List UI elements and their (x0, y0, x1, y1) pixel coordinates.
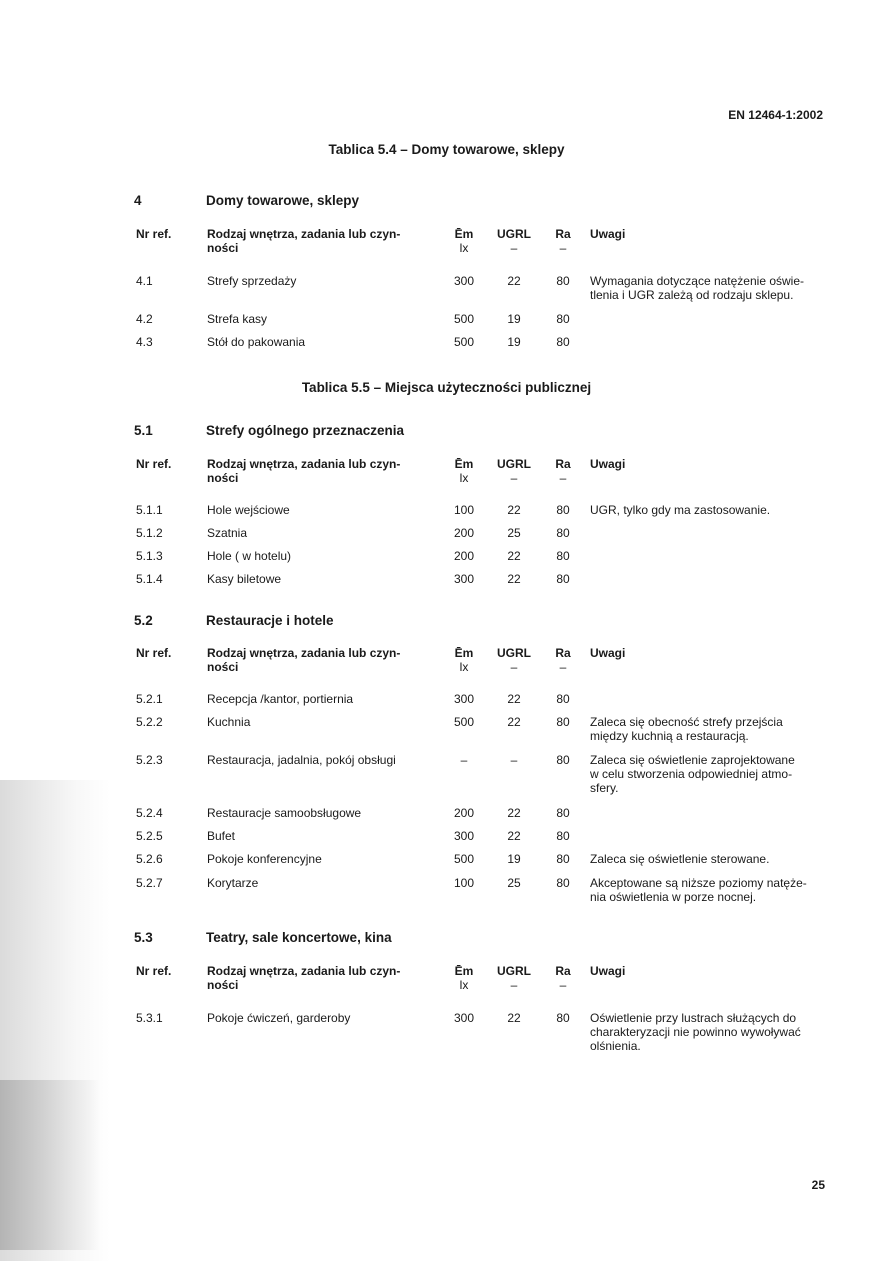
row-ugr: 22 (507, 572, 521, 586)
section-title: Strefy ogólnego przeznaczenia (206, 423, 405, 438)
header-ref: Nr ref. (136, 964, 172, 978)
header-ra-label: Ra (555, 646, 571, 660)
row-name: Pokoje ćwiczeń, garderoby (207, 1011, 351, 1025)
header-em (446, 964, 482, 992)
header-em (446, 646, 482, 674)
row-name: Bufet (207, 829, 236, 843)
row-em: 200 (453, 806, 475, 820)
header-name: Rodzaj wnętrza, zadania lub czyn- ności (207, 457, 401, 485)
row-ra: 80 (556, 753, 570, 767)
header-ugr-label: UGRL (497, 646, 531, 660)
row-em: – (460, 753, 468, 767)
header-name: Rodzaj wnętrza, zadania lub czyn- ności (207, 227, 401, 255)
row-ref: 5.2.2 (136, 715, 163, 729)
header-em-unit: lx (459, 978, 469, 992)
row-ugr: 19 (507, 852, 521, 866)
row-ra: 80 (556, 549, 570, 563)
section-number: 5.3 (134, 930, 153, 945)
header-ra-unit: – (559, 471, 567, 485)
header-ref: Nr ref. (136, 227, 172, 241)
row-ra: 80 (556, 274, 570, 288)
row-ref: 5.2.1 (136, 692, 163, 706)
row-ref: 5.1.3 (136, 549, 163, 563)
scan-shadow-dark (0, 1080, 100, 1250)
header-em-label: Ēm (454, 646, 474, 660)
row-em: 300 (453, 274, 475, 288)
header-ra (549, 227, 577, 255)
row-em: 300 (453, 692, 475, 706)
row-ugr: 22 (507, 806, 521, 820)
header-ra-label: Ra (555, 964, 571, 978)
row-ref: 5.1.4 (136, 572, 163, 586)
row-em: 100 (453, 876, 475, 890)
document-id: EN 12464-1:2002 (728, 108, 823, 122)
header-ugr (494, 964, 534, 992)
row-name: Hole wejściowe (207, 503, 290, 517)
row-em: 500 (453, 715, 475, 729)
header-ugr (494, 457, 534, 485)
section-number: 5.2 (134, 613, 153, 628)
row-name: Kuchnia (207, 715, 251, 729)
row-ugr: 22 (507, 692, 521, 706)
row-ra: 80 (556, 876, 570, 890)
row-name: Restauracje samoobsługowe (207, 806, 362, 820)
section-title: Domy towarowe, sklepy (206, 193, 360, 208)
row-ref: 4.1 (136, 274, 153, 288)
row-ra: 80 (556, 335, 570, 349)
row-em: 300 (453, 1011, 475, 1025)
row-ref: 5.3.1 (136, 1011, 163, 1025)
header-notes: Uwagi (590, 457, 626, 471)
row-name: Strefa kasy (207, 312, 268, 326)
header-notes: Uwagi (590, 964, 626, 978)
row-notes: Wymagania dotyczące natężenie oświe- tlenia i UGR zależą od rodzaju sklepu. (590, 274, 805, 302)
section-title: Teatry, sale koncertowe, kina (206, 930, 392, 945)
row-ref: 5.1.2 (136, 526, 163, 540)
header-ref: Nr ref. (136, 646, 172, 660)
row-em: 200 (453, 526, 475, 540)
row-ra: 80 (556, 692, 570, 706)
row-ugr: 22 (507, 829, 521, 843)
row-ugr: 22 (507, 274, 521, 288)
row-ref: 5.2.5 (136, 829, 163, 843)
row-name: Strefy sprzedaży (207, 274, 297, 288)
row-ref: 4.3 (136, 335, 153, 349)
row-ref: 5.2.4 (136, 806, 163, 820)
page-number: 25 (811, 1178, 825, 1192)
row-ugr: 22 (507, 1011, 521, 1025)
section-number: 4 (134, 193, 142, 208)
header-ra-label: Ra (555, 227, 571, 241)
row-ra: 80 (556, 715, 570, 729)
row-notes: UGR, tylko gdy ma zastosowanie. (590, 503, 771, 517)
row-ref: 4.2 (136, 312, 153, 326)
header-ra-unit: – (559, 978, 567, 992)
header-ra (549, 457, 577, 485)
section-number: 5.1 (134, 423, 153, 438)
table-title: Tablica 5.4 – Domy towarowe, sklepy (328, 142, 565, 157)
row-em: 500 (453, 312, 475, 326)
header-ra (549, 646, 577, 674)
header-ra-label: Ra (555, 457, 571, 471)
header-ugr-unit: – (510, 471, 518, 485)
row-notes: Zaleca się obecność strefy przejścia między kuchnią a restauracją. (590, 715, 783, 743)
row-name: Pokoje konferencyjne (207, 852, 322, 866)
section-title: Restauracje i hotele (206, 613, 334, 628)
header-ugr-label: UGRL (497, 227, 531, 241)
row-ra: 80 (556, 312, 570, 326)
table-title: Tablica 5.5 – Miejsca użyteczności publicznej (301, 380, 592, 395)
header-ra-unit: – (559, 241, 567, 255)
row-em: 500 (453, 852, 475, 866)
header-ugr (494, 227, 534, 255)
row-ra: 80 (556, 526, 570, 540)
header-em (446, 227, 482, 255)
header-ra (549, 964, 577, 992)
row-name: Kasy biletowe (207, 572, 282, 586)
row-notes: Oświetlenie przy lustrach służących do charakteryzacji nie powinno wywoływać olśnienia. (590, 1011, 801, 1053)
row-ra: 80 (556, 829, 570, 843)
row-ra: 80 (556, 1011, 570, 1025)
row-ugr: 25 (507, 526, 521, 540)
row-ra: 80 (556, 852, 570, 866)
header-em-label: Ēm (454, 227, 474, 241)
row-em: 300 (453, 829, 475, 843)
row-em: 100 (453, 503, 475, 517)
header-notes: Uwagi (590, 646, 626, 660)
header-ugr (494, 646, 534, 674)
header-ugr-label: UGRL (497, 457, 531, 471)
row-name: Stół do pakowania (207, 335, 306, 349)
row-notes: Akceptowane są niższe poziomy natęże- nia oświetlenia w porze nocnej. (590, 876, 807, 904)
row-ref: 5.1.1 (136, 503, 163, 517)
row-ugr: 22 (507, 549, 521, 563)
row-name: Recepcja /kantor, portiernia (207, 692, 354, 706)
header-ugr-unit: – (510, 978, 518, 992)
header-ref: Nr ref. (136, 457, 172, 471)
header-em-label: Ēm (454, 964, 474, 978)
row-em: 500 (453, 335, 475, 349)
row-ra: 80 (556, 503, 570, 517)
row-notes: Zaleca się oświetlenie sterowane. (590, 852, 770, 866)
header-em-unit: lx (459, 471, 469, 485)
header-ugr-label: UGRL (497, 964, 531, 978)
row-ugr: 25 (507, 876, 521, 890)
row-ugr: 22 (507, 503, 521, 517)
header-em-unit: lx (459, 660, 469, 674)
row-ugr: 22 (507, 715, 521, 729)
header-name: Rodzaj wnętrza, zadania lub czyn- ności (207, 964, 401, 992)
header-em-unit: lx (459, 241, 469, 255)
row-ref: 5.2.6 (136, 852, 163, 866)
header-ugr-unit: – (510, 660, 518, 674)
row-ra: 80 (556, 572, 570, 586)
row-name: Korytarze (207, 876, 259, 890)
header-em-label: Ēm (454, 457, 474, 471)
row-ra: 80 (556, 806, 570, 820)
header-ugr-unit: – (510, 241, 518, 255)
row-ref: 5.2.3 (136, 753, 163, 767)
header-ra-unit: – (559, 660, 567, 674)
row-name: Szatnia (207, 526, 248, 540)
row-ref: 5.2.7 (136, 876, 163, 890)
row-ugr: 19 (507, 312, 521, 326)
row-name: Hole ( w hotelu) (207, 549, 292, 563)
row-em: 200 (453, 549, 475, 563)
header-name: Rodzaj wnętrza, zadania lub czyn- ności (207, 646, 401, 674)
row-notes: Zaleca się oświetlenie zaprojektowane w celu stworzenia odpowiedniej atmo- sfery. (590, 753, 795, 795)
row-ugr: – (510, 753, 518, 767)
header-notes: Uwagi (590, 227, 626, 241)
row-em: 300 (453, 572, 475, 586)
header-em (446, 457, 482, 485)
row-name: Restauracja, jadalnia, pokój obsługi (207, 753, 396, 767)
row-ugr: 19 (507, 335, 521, 349)
